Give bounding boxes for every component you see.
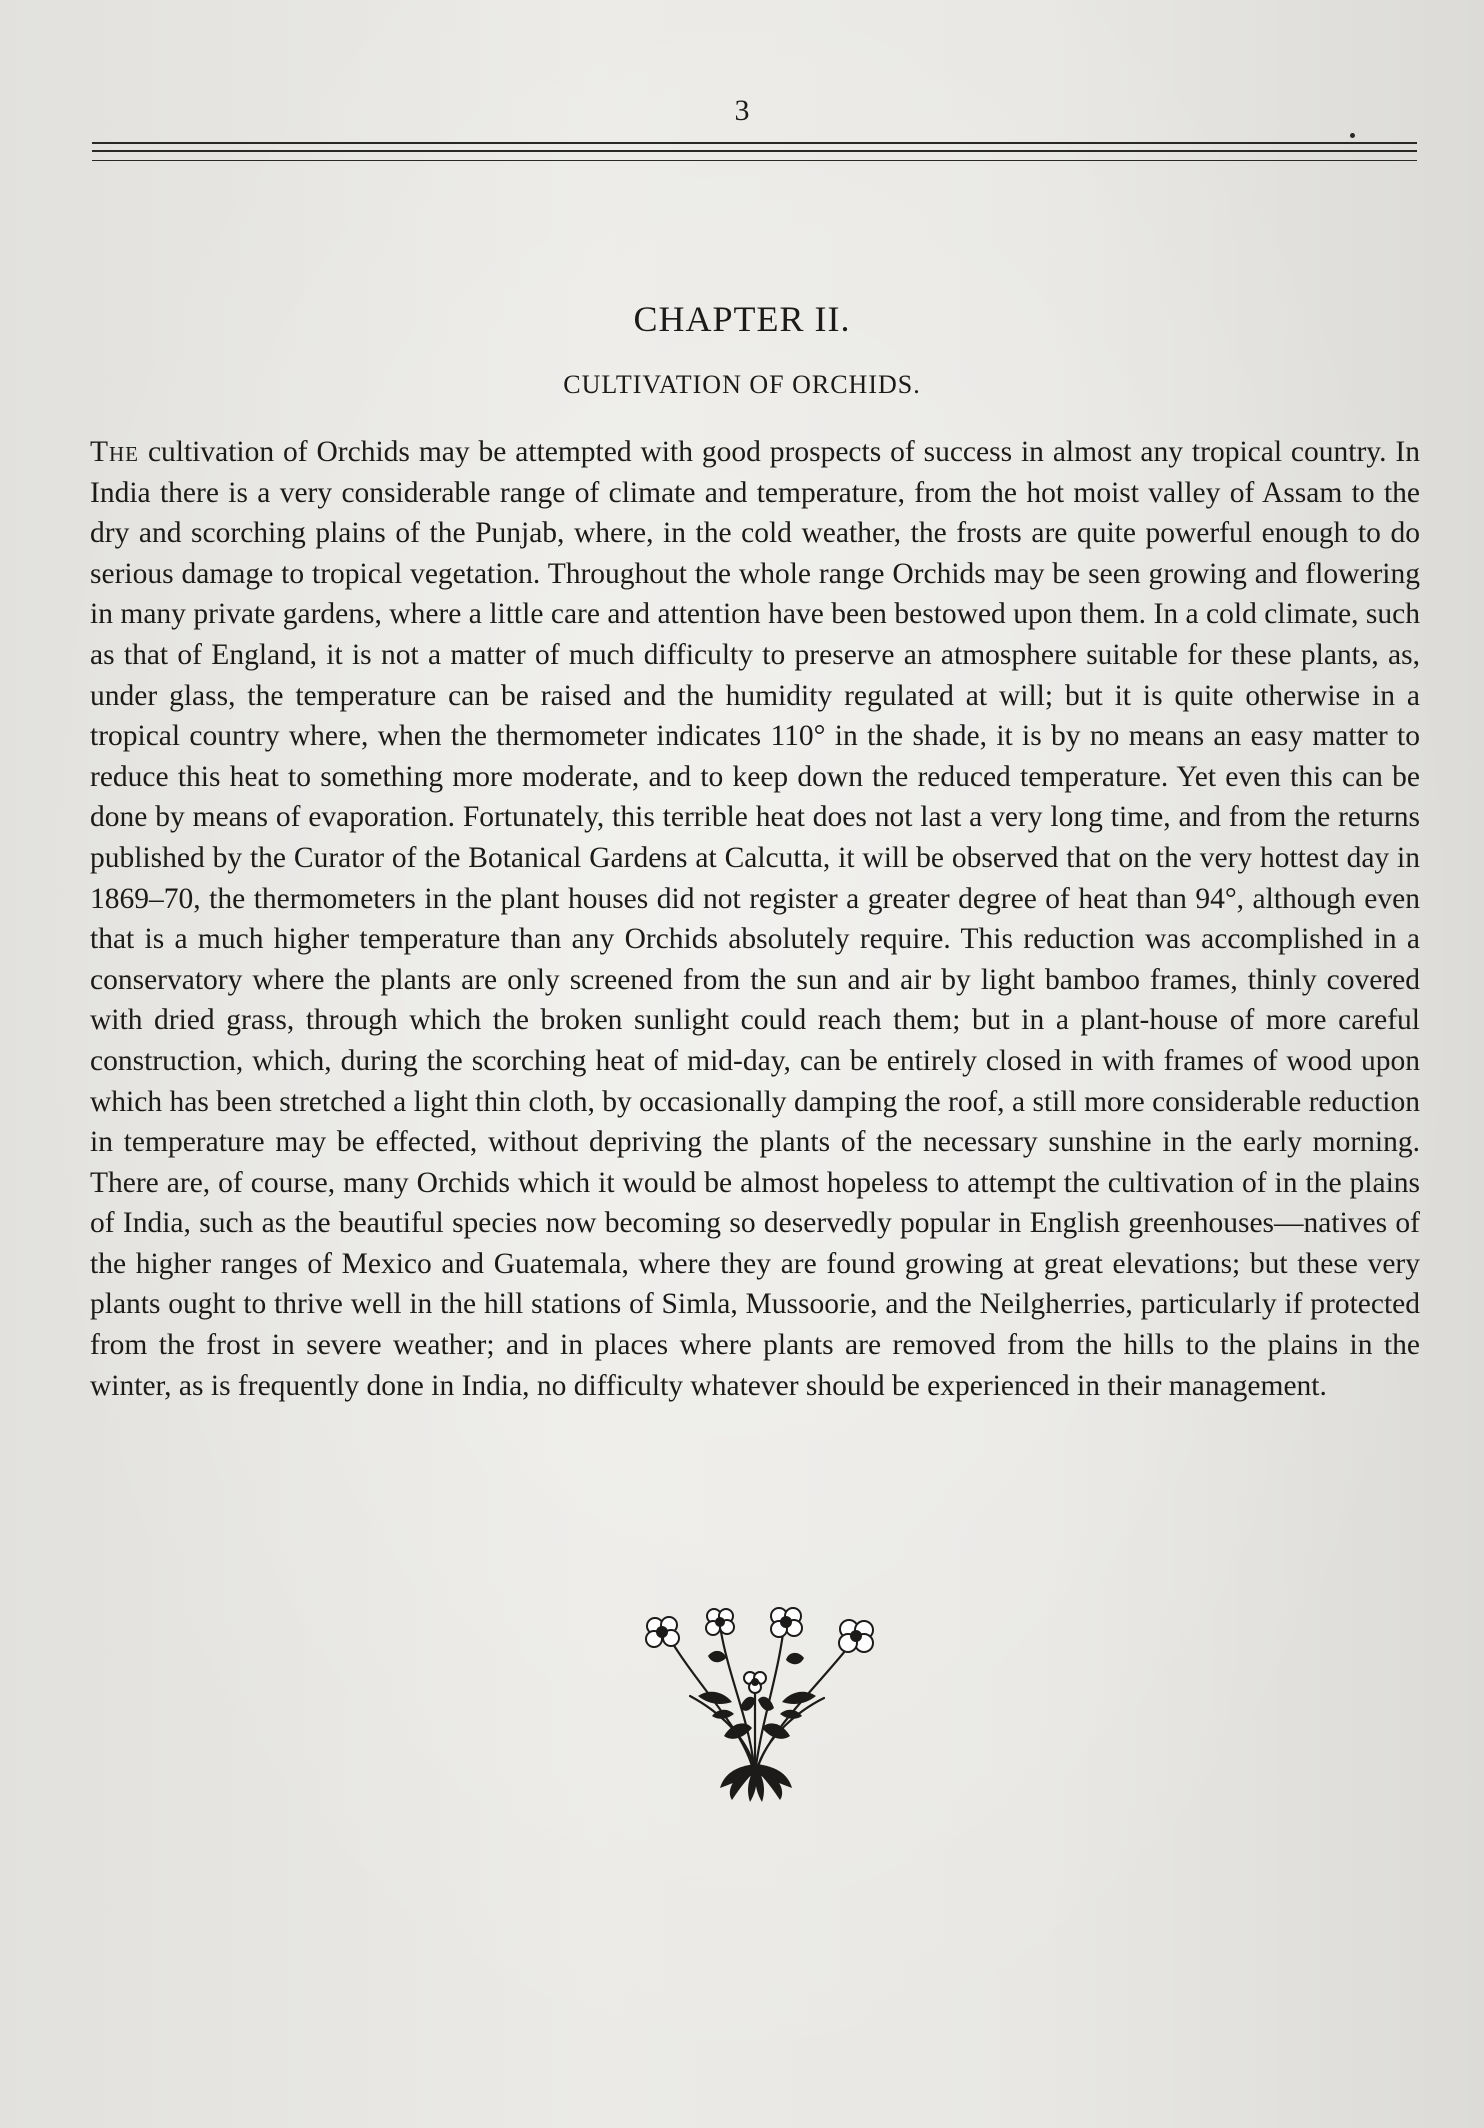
body-paragraph bbox=[90, 432, 1420, 1406]
chapter-title: CHAPTER II. bbox=[633, 299, 851, 339]
header-rule-thick bbox=[92, 142, 1417, 144]
page-number: 3 bbox=[734, 94, 750, 127]
lead-word: The bbox=[90, 436, 140, 468]
header-rule-hairline bbox=[92, 160, 1417, 161]
floral-bouquet-icon bbox=[628, 1596, 884, 1802]
body-text: cultivation of Orchids may be attempted with good prospects of success in almost any tropical country. In India there is a very considerable range of climate and temperature, from the hot moist valley of Assam to the dry and scorching plains of the Punjab, where, in the cold weather, the frosts are quite powerful enough to do serious damage to tropical vegetation. Throughout the whole range Orchids may be seen growing and flowering in many private gardens, where a little care and attention have been bestowed upon them. In a cold climate, such as that of England, it is not a matter of much difficulty to preserve an atmosphere suitable for these plants, as, under glass, the temperature can be raised and the humidity regulated at will; but it is quite otherwise in a tropical country where, when the thermometer indicates 110° in the shade, it is by no means an easy matter to reduce this heat to something more moderate, and to keep down the reduced temperature. Yet even this can be done by means of evaporation. Fortunately, this terrible heat does not last a very long time, and from the returns published by the Curator of the Botanical Gardens at Calcutta, it will be observed that on the very hottest day in 1869–70, the thermometers in the plant houses did not register a greater degree of heat than 94°, although even that is a much higher temperature than any Orchids absolutely require. This reduction was accomplished in a conservatory where the plants are only screened from the sun and air by light bamboo frames, thinly covered with dried grass, through which the broken sunlight could reach them; but in a plant-house of more careful construction, which, during the scorching heat of mid-day, can be entirely closed in with frames of wood upon which has been stretched a light thin cloth, by occasionally damping the roof, a still more considerable reduction in temperature may be effected, without depriving the plants of the necessary sunshine in the early morning. There are, of course, many Orchids which it would be almost hopeless to attempt the cultivation of in the plains of India, such as the beautiful species now becoming so deservedly popular in English greenhouses—natives of the higher ranges of Mexico and Guatemala, where they are found growing at great elevations; but these very plants ought to thrive well in the hill stations of Simla, Mussoorie, and the Neilgherries, particularly if protected from the frost in severe weather; and in places where plants are removed from the hills to the plains in the winter, as is frequently done in India, no difficulty whatever should be experienced in their management. bbox=[90, 436, 1420, 1402]
header-rule-thin bbox=[92, 150, 1417, 152]
section-title: CULTIVATION OF ORCHIDS. bbox=[563, 370, 921, 399]
rule-dot bbox=[1350, 133, 1355, 138]
